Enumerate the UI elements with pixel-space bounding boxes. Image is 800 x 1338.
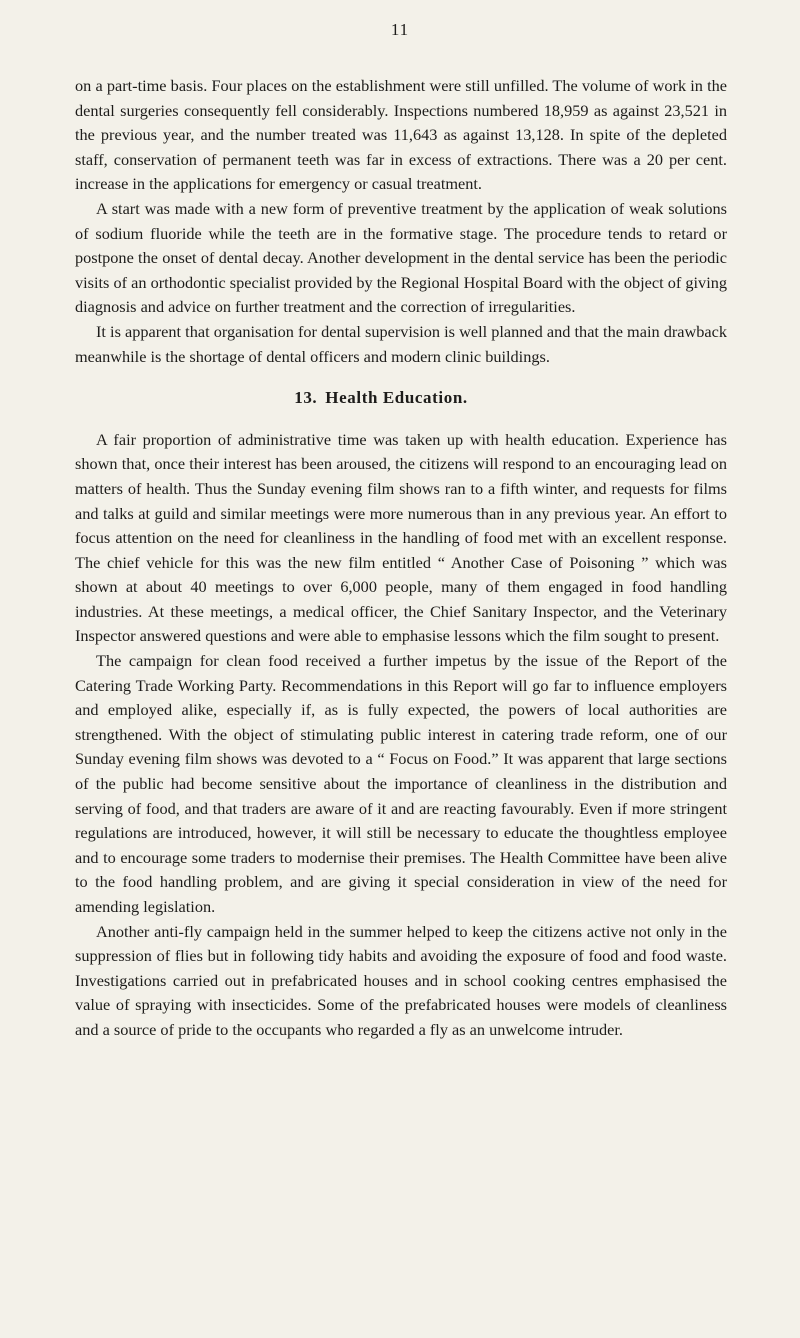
section-number: 13.	[294, 388, 318, 408]
paragraph: A start was made with a new form of preventive treatment by the application of weak solutions of sodium fluoride while the teeth are in the formative stage. The procedure tends to retard or postpone the onset of dental decay. Another development in the dental service has been the periodic visits of an orthodontic specialist provided by the Regional Hospital Board with the object of giving diagnosis and advice on further treatment and the correction of irregularities.	[75, 198, 727, 317]
paragraph: The campaign for clean food received a further impetus by the issue of the Report of the Catering Trade Working Party. Recommendations in this Report will go far to influence employers and employed alike, especially if, as is fully expected, the powers of local authorities are strengthened. With the object of stimulating public interest in catering trade reform, one of our Sunday evening film shows was devoted to a “ Focus on Food.” It was apparent that large sections of the public had become sensitive about the importance of cleanliness in the distribution and serving of food, and that traders are aware of it and are reacting favourably. Even if more stringent regulations are introduced, however, it will still be necessary to educate the thoughtless employee and to encourage some traders to modernise their premises. The Health Committee have been alive to the food handling problem, and are giving it special consideration in view of the need for amending legislation.	[75, 651, 727, 916]
paragraph: A fair proportion of administrative time was taken up with health education. Experience has shown that, once their interest has been aroused, the citizens will respond to an encouraging lead on matters of health. Thus the Sunday evening film shows ran to a fifth winter, and requests for films and talks at guild and similar meetings were more numerous than in any previous year. An effort to focus attention on the need for cleanliness in the handling of food met with an excellent response. The chief vehicle for this was the new film entitled “ Another Case of Poisoning ” which was shown at about 40 meetings to over 6,000 people, many of them engaged in food handling industries. At these meetings, a medical officer, the Chief Sanitary Inspector, and the Veterinary Inspector answered questions and were able to emphasise lessons which the film sought to present.	[75, 429, 727, 646]
section-title: Health Education.	[325, 388, 468, 408]
section-heading	[75, 386, 727, 411]
body-text	[75, 74, 727, 1043]
paragraph-continuation: on a part-time basis. Four places on the establishment were still unfilled. The volume of work in the dental surgeries consequently fell considerably. Inspections numbered 18,959 as against 23,521 in the previous year, and the number treated was 11,643 as against 13,128. In spite of the depleted staff, conservation of permanent teeth was far in excess of extractions. There was a 20 per cent. increase in the applications for emergency or casual treatment.	[75, 76, 727, 194]
paragraph: Another anti-fly campaign held in the summer helped to keep the citizens active not only in the suppression of flies but in following tidy habits and avoiding the exposure of food and food waste. Investigations carried out in prefabricated houses and in school cooking centres emphasised the value of spraying with insecticides. Some of the prefabricated houses were models of cleanliness and a source of pride to the occupants who regarded a fly as an unwelcome intruder.	[75, 921, 727, 1039]
paragraph: It is apparent that organisation for dental supervision is well planned and that the main drawback meanwhile is the shortage of dental officers and modern clinic buildings.	[75, 321, 727, 366]
page-number: 11	[390, 20, 410, 39]
